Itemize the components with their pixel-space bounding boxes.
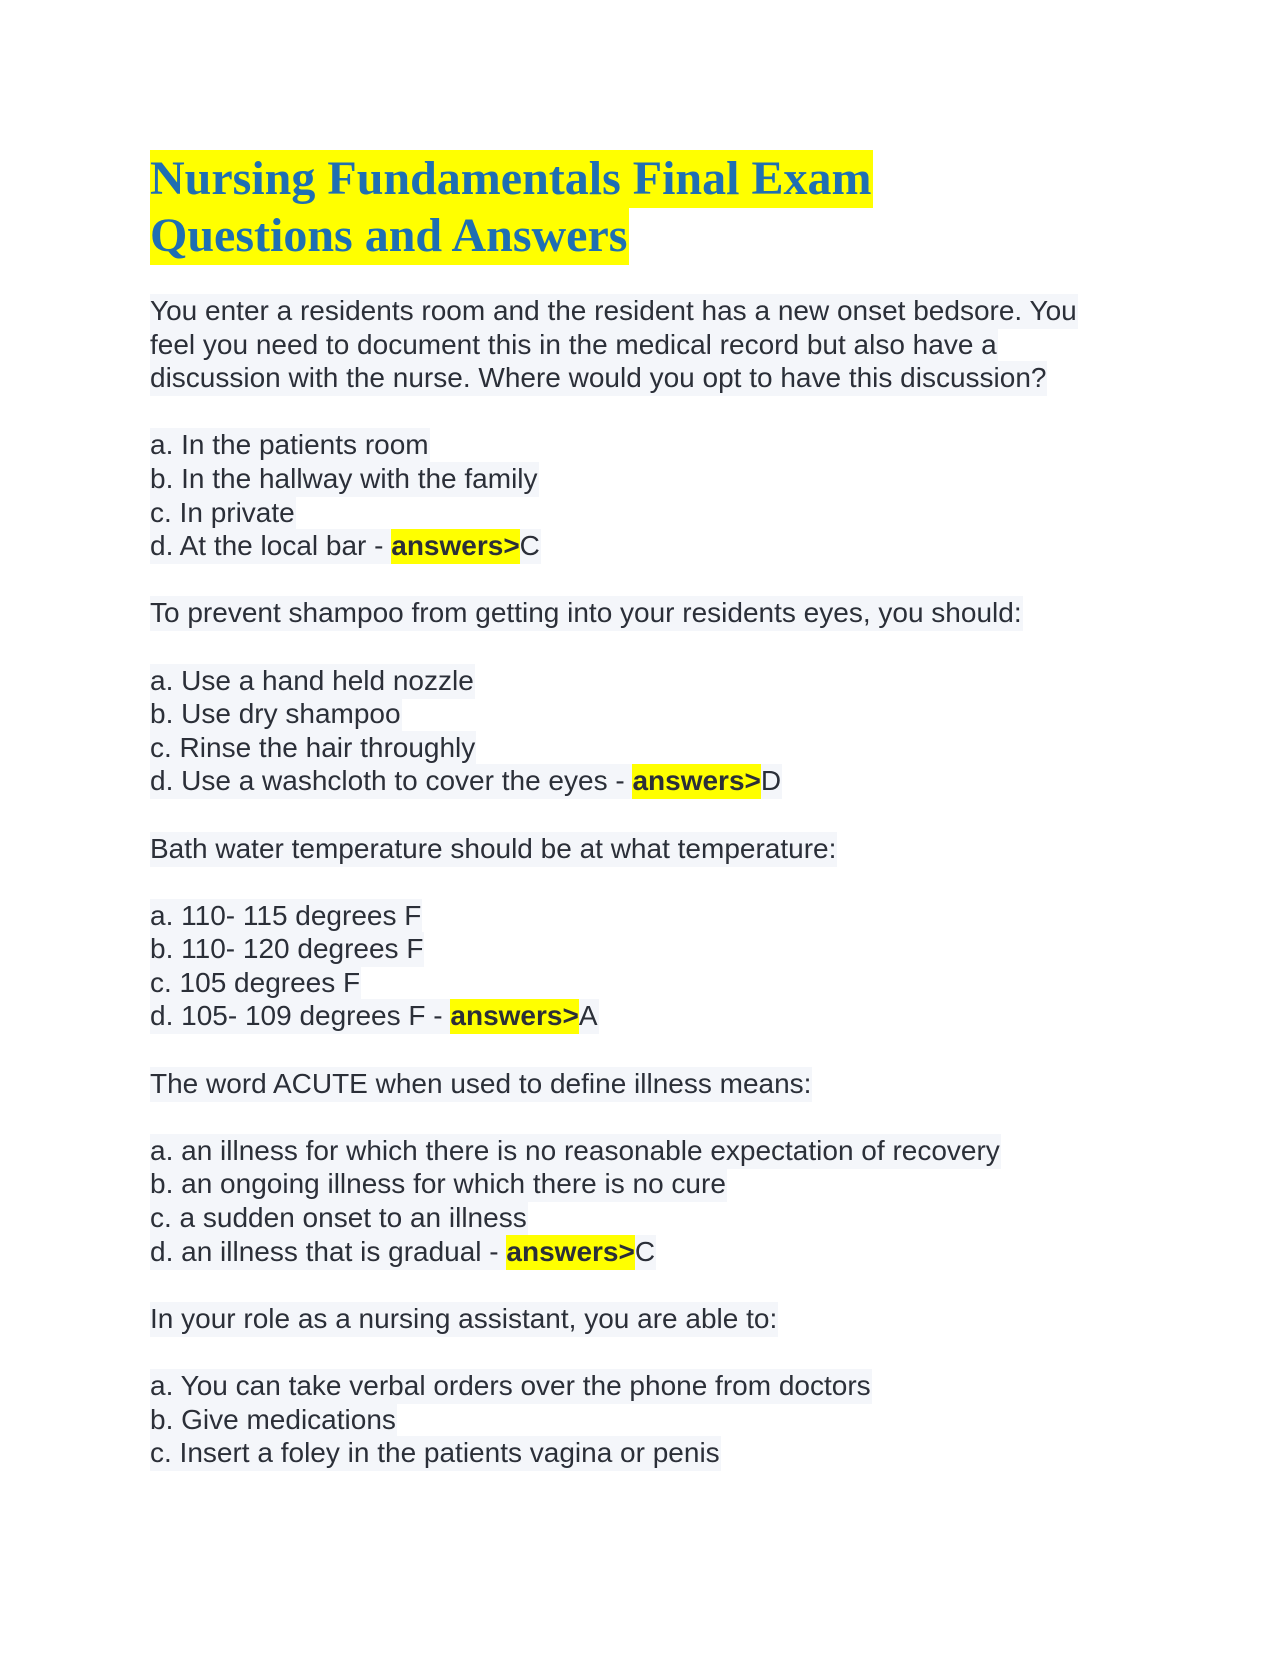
option-c: c. a sudden onset to an illness — [150, 1201, 1150, 1235]
option-b: b. 110- 120 degrees F — [150, 932, 1150, 966]
option-a: a. an illness for which there is no reasonable expectation of recovery — [150, 1134, 1150, 1168]
document-page — [150, 150, 1150, 1470]
option-list — [150, 428, 1150, 562]
option-a: a. 110- 115 degrees F — [150, 899, 1150, 933]
answer-marker: answers> — [632, 764, 760, 799]
answer-marker: answers> — [506, 1235, 634, 1270]
question-block — [150, 294, 1150, 563]
question-line: To prevent shampoo from getting into your residents eyes, you should: — [150, 596, 1023, 631]
option-list — [150, 1134, 1150, 1268]
option-d: d. At the local bar - answers>C — [150, 529, 1150, 563]
question-line: discussion with the nurse. Where would you opt to have this discussion? — [150, 361, 1047, 396]
option-c: c. Rinse the hair throughly — [150, 731, 1150, 765]
question-line: Bath water temperature should be at what temperature: — [150, 832, 837, 867]
question-block — [150, 832, 1150, 1034]
option-b: b. Use dry shampoo — [150, 697, 1150, 731]
option-c: c. Insert a foley in the patients vagina or penis — [150, 1436, 1150, 1470]
option-list — [150, 1369, 1150, 1470]
option-list — [150, 899, 1150, 1033]
option-c: c. 105 degrees F — [150, 966, 1150, 1000]
question-text — [150, 596, 1150, 630]
question-line: feel you need to document this in the medical record but also have a — [150, 328, 998, 363]
answer-value: D — [760, 765, 782, 797]
question-block — [150, 596, 1150, 798]
answer-value: C — [634, 1235, 656, 1267]
question-text — [150, 294, 1150, 395]
option-d: d. an illness that is gradual - answers>C — [150, 1235, 1150, 1269]
answer-value: C — [519, 530, 540, 562]
option-d: d. 105- 109 degrees F - answers>A — [150, 999, 1150, 1033]
question-text — [150, 832, 1150, 866]
answer-marker: answers> — [450, 999, 578, 1034]
question-block — [150, 1067, 1150, 1269]
question-list — [150, 294, 1150, 1470]
question-line: In your role as a nursing assistant, you are able to: — [150, 1302, 778, 1337]
option-a: a. Use a hand held nozzle — [150, 664, 1150, 698]
question-line: The word ACUTE when used to define illness means: — [150, 1067, 812, 1102]
title-line-2: Questions and Answers — [150, 207, 629, 265]
question-text — [150, 1067, 1150, 1101]
option-d: d. Use a washcloth to cover the eyes - answers>D — [150, 764, 1150, 798]
question-block — [150, 1302, 1150, 1470]
answer-value: A — [578, 1000, 598, 1032]
option-b: b. In the hallway with the family — [150, 462, 1150, 496]
question-line: You enter a residents room and the resident has a new onset bedsore. You — [150, 294, 1078, 329]
option-b: b. Give medications — [150, 1403, 1150, 1437]
title-line-1: Nursing Fundamentals Final Exam — [150, 150, 873, 208]
answer-marker: answers> — [391, 529, 519, 564]
option-list — [150, 664, 1150, 798]
document-title — [150, 150, 1150, 264]
option-a: a. In the patients room — [150, 428, 1150, 462]
option-c: c. In private — [150, 496, 1150, 530]
question-text — [150, 1302, 1150, 1336]
option-b: b. an ongoing illness for which there is no cure — [150, 1167, 1150, 1201]
option-a: a. You can take verbal orders over the phone from doctors — [150, 1369, 1150, 1403]
